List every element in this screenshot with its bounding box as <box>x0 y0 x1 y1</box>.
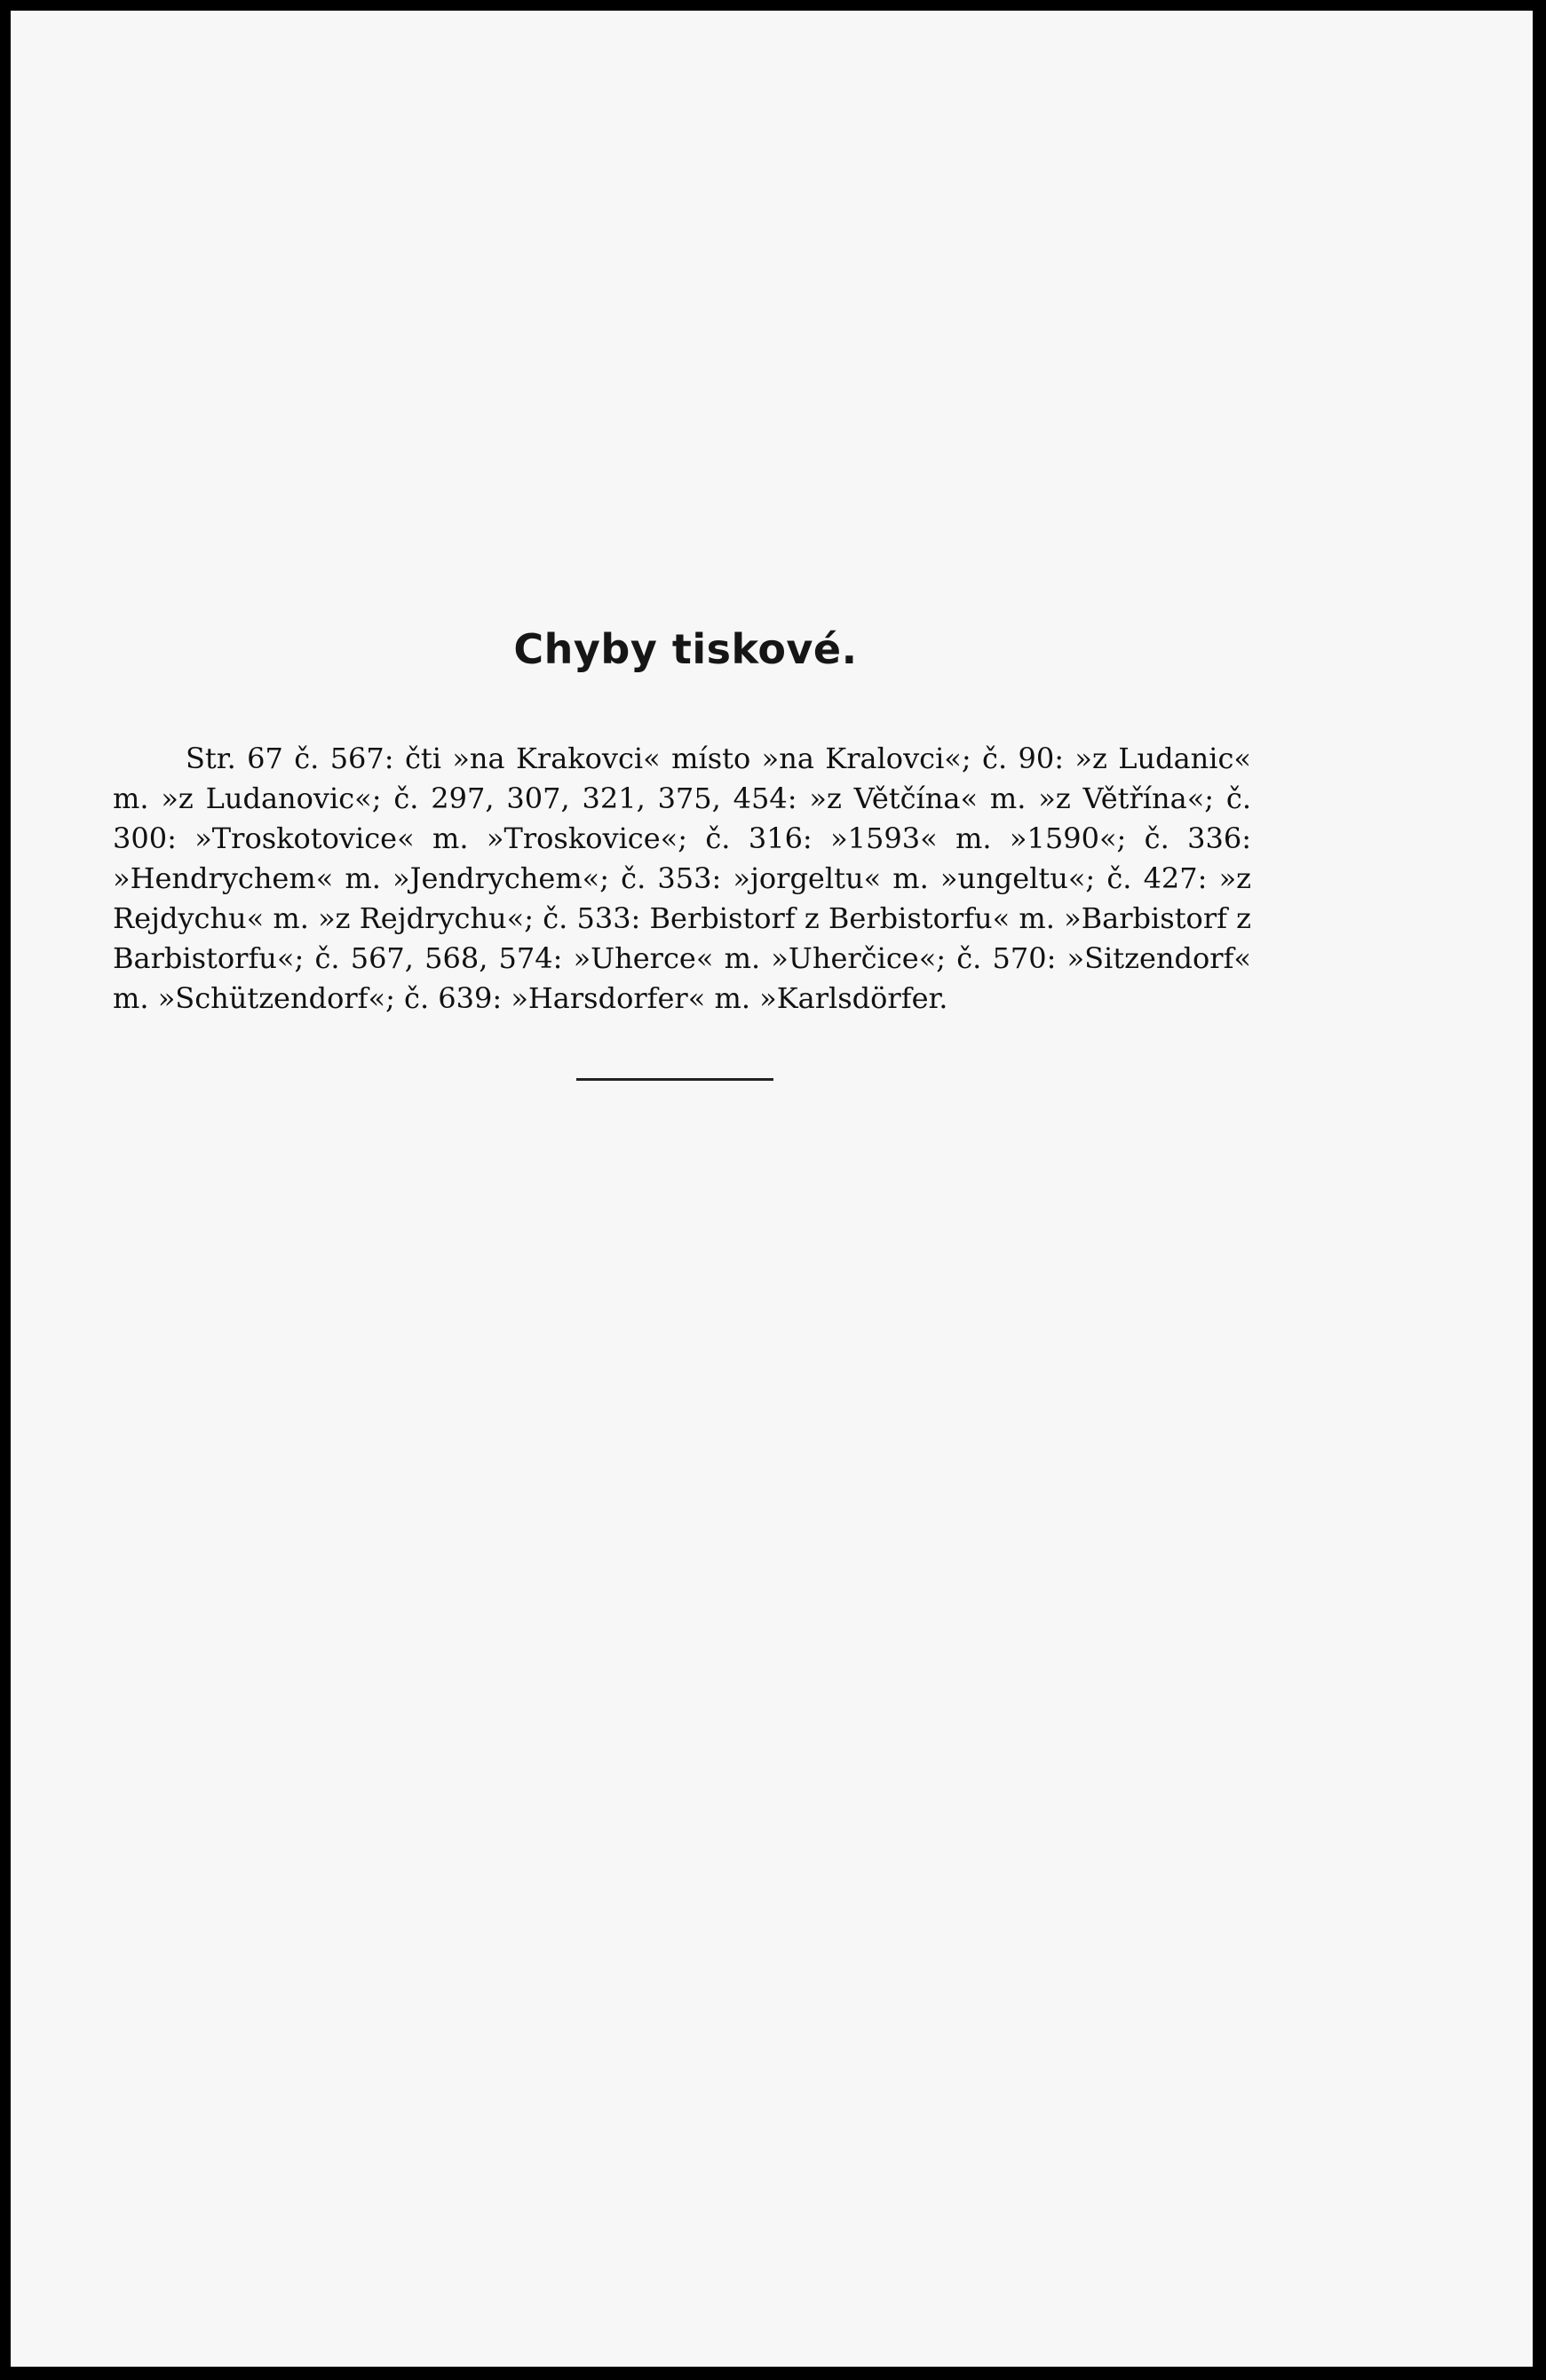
document-page <box>11 11 1533 2367</box>
page-title: Chyby tiskové. <box>513 625 858 673</box>
closing-rule-divider <box>576 1078 773 1081</box>
errata-paragraph: Str. 67 č. 567: čti »na Krakovci« místo »na Kralovci«; č. 90: »z Ludanic« m. »z Ludanovic«; č. 297, 307, 321, 375, 454: »z Větčína« m. »z Větřína«; č. 300: »Troskotovice« m. »Troskovice«; č. 316: »1593« m. »1590«; č. 336: »Hendrychem« m. »Jendrychem«; č. 353: »jorgeltu« m. »ungeltu«; č. 427: »z Rejdychu« m. »z Rejdrychu«; č. 533: Berbistorf z Berbistorfu« m. »Barbistorf z Barbistorfu«; č. 567, 568, 574: »Uherce« m. »Uherčice«; č. 570: »Sitzendorf« m. »Schützendorf«; č. 639: »Harsdorfer« m. »Karlsdörfer. <box>113 742 1251 1015</box>
